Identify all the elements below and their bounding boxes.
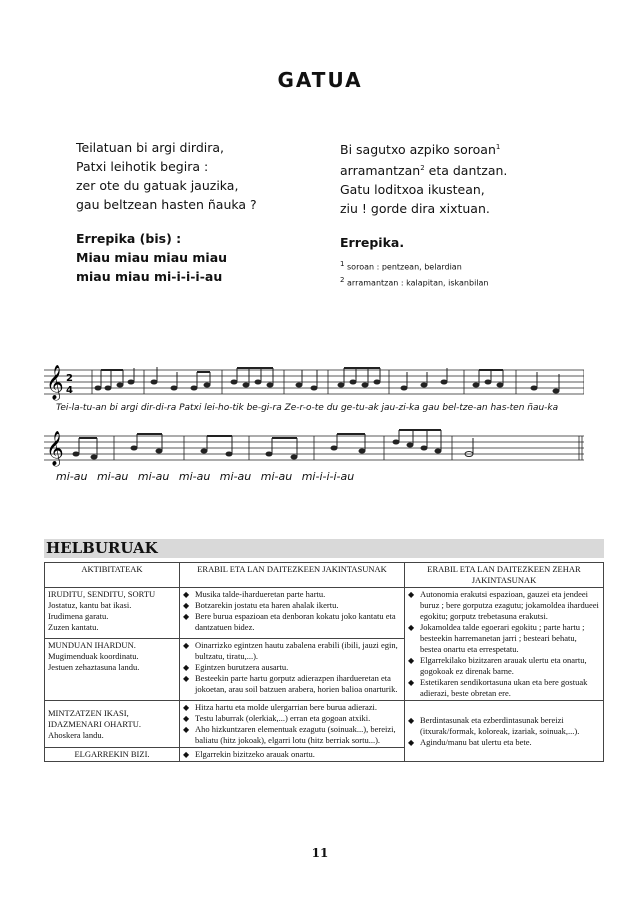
- lyrics-line-2: mi-au mi-au mi-au mi-au mi-au mi-au mi-i-i-i-au: [56, 470, 355, 483]
- table-row: [45, 701, 604, 748]
- treble-clef-icon: 𝄞: [46, 431, 64, 466]
- transversal-cell: [405, 588, 604, 701]
- treble-clef-icon: 𝄞: [46, 365, 64, 400]
- song-title: GATUA: [277, 68, 363, 92]
- section-title: HELBURUAK: [46, 539, 158, 557]
- list-item: ◆ Bere burua espazioan eta denboran kokatu joko kantatu eta dantzatuen bidez.: [183, 611, 401, 633]
- list-item: ◆ Botzarekin jostatu eta haren ahalak ikertu.: [183, 600, 401, 611]
- list-item: ◆ Elgarrekilako bizitzaren arauak ulertu eta onartu, gogokoak ez direnak barne.: [408, 655, 600, 677]
- list-item: ◆ Egintzen burutzera ausartu.: [183, 662, 401, 673]
- verse-right: [340, 138, 610, 290]
- list-item: ◆ Autonomia erakutsi espazioan, gauzei eta jendeei buruz ; bere gorputza ezagutu; jokamoldea ihardueei egokitu; gorputz trebetasuna erakutsi.: [408, 589, 600, 622]
- footnotes: [340, 258, 610, 289]
- list-item: ◆ Aho hizkuntzaren elementuak ezagutu (soinuak...), bereizi, baliatu (hitz jokoak), elgarri lotu (hitz berriak sortu...).: [183, 724, 401, 746]
- column-header: AKTIBITATEAK: [45, 563, 180, 588]
- table-header-row: [45, 563, 604, 588]
- verse-line: zer ote du gatuak jauzika,: [76, 178, 239, 193]
- refrain-line: miau miau mi-i-i-i-au: [76, 269, 223, 284]
- list-item: ◆ Hitza hartu eta molde ulergarrian bere burua adierazi.: [183, 702, 401, 713]
- refrain-line: Miau miau miau miau: [76, 250, 228, 265]
- list-item: ◆ Estetikaren sendikortasuna ukan eta bere gostuak adierazi, beste obretan ere.: [408, 677, 600, 699]
- knowledge-cell: [180, 588, 405, 639]
- lyrics-line-1: Tei-la-tu-an bi argi dir-di-ra Patxi lei-ho-tik be-gi-ra Ze-r-o-te du ge-tu-ak jau-zi-ka gau bel-tze-an has-ten ñau-ka: [56, 403, 559, 413]
- verse-line: ziu ! gorde dira xixtuan.: [340, 201, 490, 217]
- refrain-label: Errepika.: [340, 235, 405, 251]
- svg-text:2: 2: [66, 373, 73, 384]
- verse-line: Gatu loditxoa ikustean,: [340, 182, 485, 198]
- verse-line: [340, 138, 610, 159]
- footnote: $^2$ arramantzan : kalapitan, iskanbilan: [340, 275, 489, 288]
- transversal-cell: [405, 701, 604, 762]
- list-item: ◆ Oinarrizko egintzen hautu zabalena erabili (ibili, jauzi egin, bultzatu, tiratu,...).: [183, 640, 401, 662]
- verse-text: eta dantzan.: [428, 163, 508, 179]
- column-header: ERABIL ETA LAN DAITEZKEEN JAKINTASUNAK: [180, 563, 405, 588]
- list-item: ◆ Berdintasunak eta ezberdintasunak bereizi (itxurak/formak, koloreak, izariak, soinuak,...).: [408, 715, 600, 737]
- page-number: 11: [311, 846, 329, 860]
- objectives-table: [44, 562, 604, 762]
- list-item: ◆ Besteekin parte hartu gorputz adierazpen ihardueretan eta jokoetan, arau soil batzuen arabera, horien balioa onarturik.: [183, 673, 401, 695]
- verse-text: Bi sagutxo azpiko soroan: [340, 142, 496, 158]
- footnote-mark: 1: [495, 143, 501, 151]
- list-item: ◆ Elgarrekin bizitzeko arauak onartu.: [183, 749, 401, 760]
- verse-line: Teilatuan bi argi dirdira,: [76, 140, 225, 155]
- list-item: ◆ Jokamoldea talde egoerari egokitu ; parte hartu ; besteekin harremanetan jarri ; besteari behatu, bestea onartu eta errespetatu.: [408, 622, 600, 655]
- knowledge-cell: [180, 638, 405, 700]
- activity-cell: ELGARREKIN BIZI.: [45, 748, 180, 762]
- activity-cell: MUNDUAN IHARDUN. Mugimenduak koordinatu. Jestuen zehaztasuna landu.: [45, 638, 180, 700]
- list-item: ◆ Testu laburrak (olerkiak,...) erran eta gogoan atxiki.: [183, 713, 401, 724]
- list-item: ◆ Agindu/manu bat ulertu eta bete.: [408, 737, 600, 748]
- knowledge-cell: [180, 701, 405, 748]
- verse-left: [76, 138, 326, 286]
- verse-line: gau beltzean hasten ñauka ?: [76, 197, 257, 212]
- verse-line: [340, 159, 610, 180]
- activity-cell: IRUDITU, SENDITU, SORTU Jostatuz, kantu bat ikasi. Irudimena garatu. Zuzen kantatu.: [45, 588, 180, 639]
- svg-text:4: 4: [66, 385, 73, 396]
- activity-cell: MINTZATZEN IKASI, IDAZMENARI OHARTU. Ahoskera landu.: [45, 701, 180, 748]
- verse-line: Patxi leihotik begira :: [76, 159, 209, 174]
- verse-text: arramantzan: [340, 163, 421, 179]
- list-item: ◆ Musika talde-ihardueretan parte hartu.: [183, 589, 401, 600]
- table-row: [45, 588, 604, 639]
- column-header: ERABIL ETA LAN DAITEZKEEN ZEHAR JAKINTASUNAK: [405, 563, 604, 588]
- refrain-label: Errepika (bis) :: [76, 231, 182, 246]
- knowledge-cell: [180, 748, 405, 762]
- footnote-mark: 2: [420, 164, 425, 173]
- footnote: $^1$ soroan : pentzean, belardian: [340, 260, 462, 272]
